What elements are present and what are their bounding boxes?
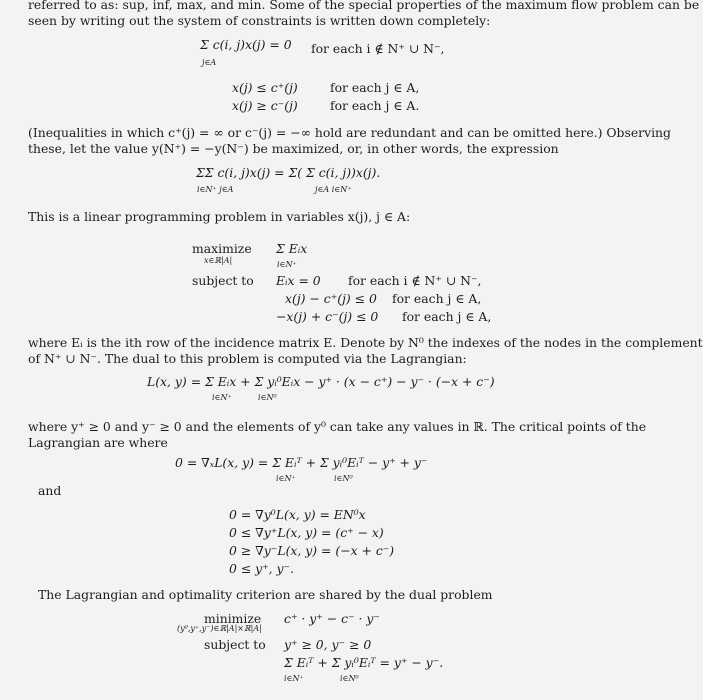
objective-expression: ΣΣ c(i, j)x(j) = Σ( Σ c(i, j))x(j).	[196, 165, 381, 180]
primal-constraint-2-condition: for each j ∈ A,	[392, 291, 482, 306]
intro-line-2: seen by writing out the system of constraints is written down completely:	[28, 13, 491, 28]
lower-bound-constraint: x(j) ≥ c⁻(j)	[232, 98, 298, 113]
dual-intro: The Lagrangian and optimality criterion are shared by the dual problem	[38, 587, 493, 602]
upper-bound-condition: for each j ∈ A,	[330, 80, 420, 95]
dual-vars-line-1: where y⁺ ≥ 0 and y⁻ ≥ 0 and the elements of y⁰ can take any values in ℝ. The critical points of the	[28, 419, 647, 434]
conservation-condition: for each i ∉ N⁺ ∪ N⁻,	[311, 41, 445, 56]
minimize-label: minimize	[204, 611, 262, 626]
lagrangian-expression: L(x, y) = Σ Eᵢx + Σ yᵢ⁰Eᵢx − y⁺ · (x − c⁺) − y⁻ · (−x + c⁻)	[147, 374, 495, 389]
minimize-domain: (y⁰,y⁺,y⁻)∈ℝ|A|×ℝ|A|	[177, 624, 262, 633]
primal-objective: Σ Eᵢx	[276, 241, 308, 256]
subject-to-label: subject to	[192, 273, 254, 288]
maximize-label: maximize	[192, 241, 252, 256]
primal-constraint-1: Eᵢx = 0	[276, 273, 321, 288]
redundancy-line-2: these, let the value y(N⁺) = −y(N⁻) be maximized, or, in other words, the expression	[28, 141, 559, 156]
and-label: and	[38, 483, 62, 498]
primal-constraint-3-condition: for each j ∈ A,	[402, 309, 492, 324]
lagrangian-index-2: i∈N⁰	[258, 393, 277, 402]
intro-line-1: referred to as: sup, inf, max, and min. Some of the special properties of the maximum flow problem can be	[28, 0, 700, 12]
dual-constraint-2: Σ Eᵢᵀ + Σ yᵢ⁰Eᵢᵀ = y⁺ − y⁻.	[284, 655, 444, 670]
lp-intro: This is a linear programming problem in variables x(j), j ∈ A:	[28, 209, 411, 224]
critical-index-2: i∈N⁰	[334, 474, 353, 483]
redundancy-line-1: (Inequalities in which c⁺(j) = ∞ or c⁻(j) = −∞ hold are redundant and can be omitted here.) Observing	[28, 125, 671, 140]
condition-row-4: 0 ≤ y⁺, y⁻.	[229, 561, 295, 576]
objective-index-rhs: j∈A i∈N⁺	[315, 185, 352, 194]
critical-point-equation: 0 = ∇ₓL(x, y) = Σ Eᵢᵀ + Σ yᵢ⁰Eᵢᵀ − y⁺ + y⁻	[175, 455, 428, 470]
condition-row-1: 0 = ∇y⁰L(x, y) = EN⁰x	[229, 507, 366, 522]
incidence-line-1: where Eᵢ is the ith row of the incidence matrix E. Denote by N⁰ the indexes of the nodes in the complement	[28, 335, 703, 350]
dual-objective: c⁺ · y⁺ − c⁻ · y⁻	[284, 611, 380, 626]
primal-constraint-1-condition: for each i ∉ N⁺ ∪ N⁻,	[348, 273, 482, 288]
condition-row-2: 0 ≤ ∇y⁺L(x, y) = (c⁺ − x)	[229, 525, 384, 540]
lower-bound-condition: for each j ∈ A.	[330, 98, 420, 113]
objective-index-lhs: i∈N⁺ j∈A	[197, 185, 234, 194]
dual-vars-line-2: Lagrangian are where	[28, 435, 168, 450]
dual-constraint-1: y⁺ ≥ 0, y⁻ ≥ 0	[284, 637, 372, 652]
critical-index-1: i∈N⁺	[276, 474, 296, 483]
conservation-index: j∈A	[202, 58, 217, 67]
upper-bound-constraint: x(j) ≤ c⁺(j)	[232, 80, 298, 95]
lagrangian-index-1: i∈N⁺	[212, 393, 232, 402]
primal-constraint-3: −x(j) + c⁻(j) ≤ 0	[276, 309, 379, 324]
conservation-equation: Σ c(i, j)x(j) = 0	[200, 37, 292, 52]
primal-constraint-2: x(j) − c⁺(j) ≤ 0	[285, 291, 377, 306]
condition-row-3: 0 ≥ ∇y⁻L(x, y) = (−x + c⁻)	[229, 543, 395, 558]
incidence-line-2: of N⁺ ∪ N⁻. The dual to this problem is computed via the Lagrangian:	[28, 351, 467, 366]
dual-subject-to-label: subject to	[204, 637, 266, 652]
maximize-domain: x∈ℝ|A|	[204, 256, 233, 265]
dual-constraint-index-2: i∈N⁰	[340, 674, 359, 683]
primal-objective-index: i∈N⁺	[277, 260, 297, 269]
dual-constraint-index-1: i∈N⁺	[284, 674, 304, 683]
